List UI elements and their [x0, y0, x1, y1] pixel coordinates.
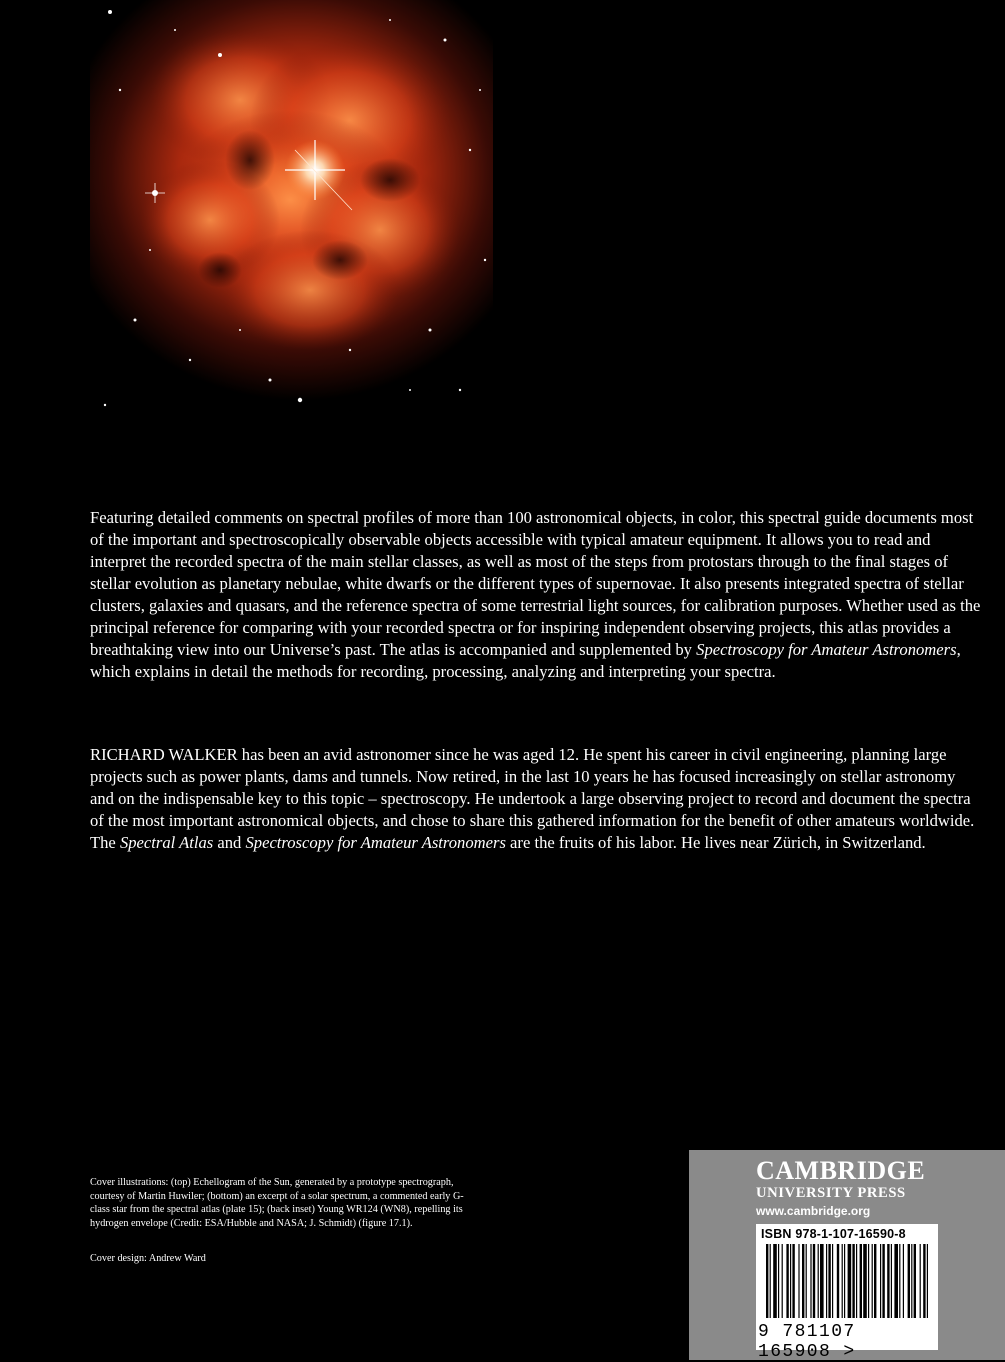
nebula-cover-photo	[90, 0, 493, 413]
bio-book-title-1: Spectral Atlas	[119, 833, 214, 852]
bio-text-2: and	[213, 833, 246, 852]
publisher-subname: UNIVERSITY PRESS	[756, 1185, 906, 1201]
description-text-1: Featuring detailed comments on spectral profiles of more than 100 astronomical objects, in color, this spectral guide documents most of the important and spectroscopically observable objects accessible with typical amateur equipment. It allows you to read and interpret the recorded spectra of the main stellar classes, as well as most of the steps from protostars through to the final stages of stellar evolution as planetary nebulae, white dwarfs or the different types of supernovae. It also presents integrated spectra of stellar clusters, galaxies and quasars, and the reference spectra of some terrestrial light sources, for calibration purposes. Whether used as the principal reference for comparing with your recorded spectra or for inspiring independent observing projects, this atlas provides a breathtaking view into our Universe’s past. The atlas is accompanied and supplemented by	[90, 508, 981, 659]
publisher-url: www.cambridge.org	[756, 1204, 871, 1218]
cover-illustration-credits: Cover illustrations: (top) Echellogram of the Sun, generated by a prototype spectrograph, courtesy of Martin Huwiler; (bottom) an excerpt of a solar spectrum, a commented early G-class star from the spectral atlas (plate 15); (back inset) Young WR124 (WN8), repelling its hydrogen envelope (Credit: ESA/Hubble and NASA; J. Schmidt) (figure 17.1).	[90, 1177, 464, 1229]
barcode-digits: 9 781107 165908 >	[758, 1322, 856, 1362]
description-text-2: , which explains in detail the methods for recording, processing, analyzing and interpreting your spectra.	[90, 640, 961, 681]
description-paragraph	[90, 507, 982, 683]
publisher-name: CAMBRIDGE	[756, 1156, 926, 1185]
isbn-barcode	[756, 1224, 938, 1362]
publisher-block	[689, 1150, 1005, 1360]
isbn-label: ISBN 978-1-107-16590-8	[761, 1227, 906, 1241]
description-book-title: Spectroscopy for Amateur Astronomers	[696, 640, 957, 659]
bio-text-1: RICHARD WALKER has been an avid astronomer since he was aged 12. He spent his career in civil engineering, planning large projects such as power plants, dams and tunnels. Now retired, in the last 10 years he has focused increasingly on stellar astronomy and on the indispensable key to this topic – spectroscopy. He undertook a large observing project to record and document the spectra of the most important astronomical objects, and chose to share this gathered information for the benefit of other amateurs worldwide. The	[90, 745, 975, 852]
bio-book-title-2: Spectroscopy for Amateur Astronomers	[245, 833, 506, 852]
barcode-icon	[760, 1244, 934, 1322]
bio-text-3: are the fruits of his labor. He lives near Zürich, in Switzerland.	[505, 833, 926, 852]
author-bio-paragraph	[90, 744, 982, 854]
nebula-icon	[90, 0, 493, 413]
cover-design-credit: Cover design: Andrew Ward	[90, 1253, 206, 1264]
